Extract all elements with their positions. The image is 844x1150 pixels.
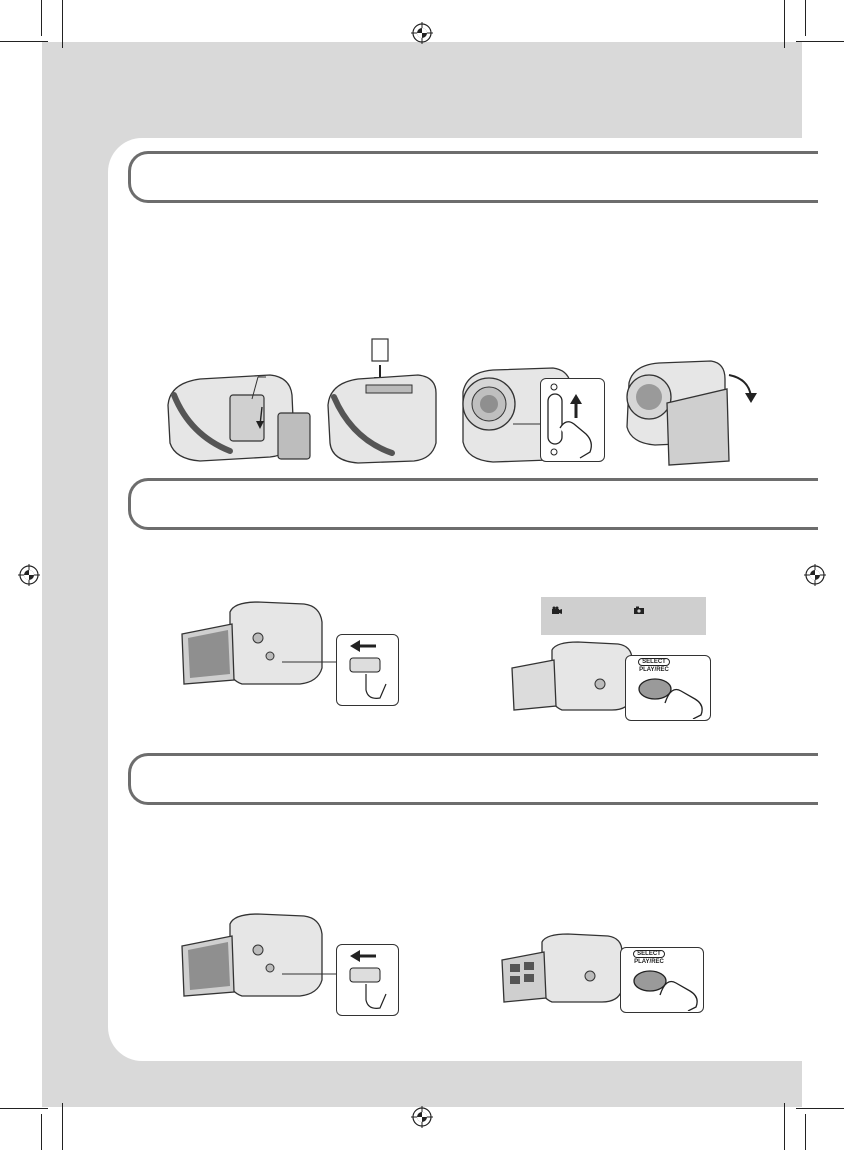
play-rec-label: PLAY/REC	[639, 667, 669, 673]
crop-mark	[62, 1103, 63, 1150]
mode-switch-detail	[336, 634, 397, 704]
crop-mark	[0, 1108, 48, 1109]
play-rec-label: PLAY/REC	[634, 959, 664, 965]
hand-icon	[540, 378, 603, 460]
select-button-label: SELECT	[638, 658, 670, 666]
crop-mark	[62, 0, 63, 48]
registration-mark-icon	[411, 22, 433, 44]
select-button-press-detail	[625, 655, 709, 719]
open-lcd-illustration	[615, 357, 760, 469]
video-camera-icon	[551, 606, 563, 615]
crop-mark	[805, 0, 806, 36]
mode-switch-detail	[336, 944, 397, 1014]
crop-mark	[784, 1103, 785, 1150]
camcorder-select-illustration	[508, 640, 638, 712]
battery-insertion-illustration	[160, 365, 320, 465]
select-button-label: SELECT	[633, 950, 665, 958]
section-header-1	[128, 151, 818, 203]
crop-mark	[784, 0, 785, 48]
crop-mark	[41, 1114, 42, 1150]
registration-mark-icon	[18, 564, 40, 586]
select-button-press-detail	[620, 947, 702, 1011]
camcorder-playback-illustration	[498, 932, 628, 1004]
camcorder-mode-illustration	[178, 910, 338, 1000]
crop-mark	[805, 1114, 806, 1150]
crop-mark	[796, 41, 844, 42]
crop-mark	[41, 0, 42, 36]
registration-mark-icon	[411, 1106, 433, 1128]
section-header-3	[128, 753, 818, 805]
sd-card-insertion-illustration	[322, 335, 442, 465]
camera-icon	[633, 606, 645, 615]
crop-mark	[0, 41, 48, 42]
crop-mark	[796, 1108, 844, 1109]
registration-mark-icon	[804, 564, 826, 586]
section-header-2	[128, 478, 818, 530]
camcorder-mode-illustration	[178, 598, 338, 688]
mode-indicator-bar	[541, 597, 706, 635]
